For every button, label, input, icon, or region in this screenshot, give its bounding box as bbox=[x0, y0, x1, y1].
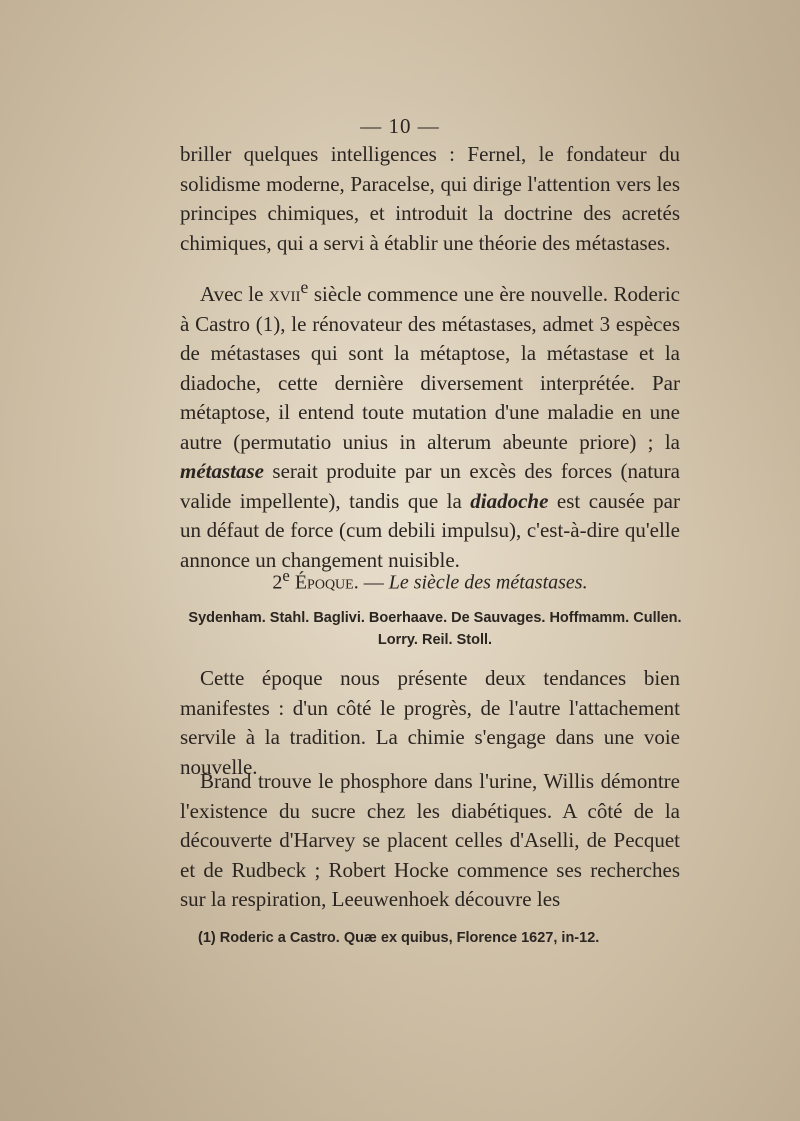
century-superscript: e bbox=[300, 277, 309, 297]
paragraph-1-text: briller quelques intelligences : Fernel, le fondateur du solidisme moderne, Paracelse, qui dirige l'attention vers les principes chimiques, et introduit la doctrine des acretés chimiques, qui a servi à établir une théorie des métastases. bbox=[180, 142, 680, 255]
authors-line-1: Sydenham. Stahl. Baglivi. Boerhaave. De Sauvages. Hoffmamm. Cullen. bbox=[188, 610, 682, 626]
paragraph-2 bbox=[180, 273, 680, 575]
paragraph-2-part4: est causée par un défaut de force (cum debili impulsu), c'est-à-dire qu'elle annonce un changement nuisible. bbox=[180, 488, 680, 572]
section-number-superscript: e bbox=[282, 566, 290, 585]
page-number: — 10 — bbox=[360, 114, 440, 138]
paragraph-2-text bbox=[180, 273, 680, 575]
paragraph-3-text: Cette époque nous présente deux tendances bien manifestes : d'un côté le progrès, de l'autre l'attachement servile à la tradition. La chimie s'engage dans une voie nouvelle. bbox=[180, 666, 680, 779]
paragraph-2-part1: Avec le bbox=[200, 282, 269, 306]
paragraph-2-part2: siècle commence une ère nouvelle. Roderic à Castro (1), le rénovateur des métastases, admet 3 espèces de métastases qui sont la métaptose, la métastase et la diadoche, cette dernière diversement interprétée. Par métaptose, il entend toute mutation d'une maladie en une autre (permutatio unius in alterum abeunte priore) ; la bbox=[180, 282, 681, 454]
paragraph-4 bbox=[180, 767, 680, 915]
section-number: 2 bbox=[272, 571, 283, 594]
section-heading bbox=[180, 566, 680, 595]
footnote: (1) Roderic a Castro. Quæ ex quibus, Florence 1627, in-12. bbox=[198, 930, 600, 946]
term-metastase: métastase bbox=[180, 459, 264, 483]
term-diadoche: diadoche bbox=[470, 488, 549, 513]
paragraph-4-text: Brand trouve le phosphore dans l'urine, Willis démontre l'existence du sucre chez les diabétiques. A côté de la découverte d'Harvey se placent celles d'Aselli, de Pecquet et de Rudbeck ; Robert Hocke commence ses recherches sur la respiration, Leeuwenhoek découvre les bbox=[180, 769, 680, 911]
paragraph-1 bbox=[180, 140, 680, 258]
authors-list bbox=[180, 607, 690, 651]
section-title: Le siècle des métastases. bbox=[388, 571, 588, 594]
section-dash: — bbox=[358, 571, 389, 594]
paragraph-2-part3: serait produite par un excès des forces (natura valide impellente), tandis que la bbox=[180, 459, 680, 513]
authors-line-2: Lorry. Reil. Stoll. bbox=[377, 632, 493, 648]
section-label: Époque. bbox=[294, 571, 359, 594]
paragraph-3 bbox=[180, 664, 680, 782]
century-numeral: xvii bbox=[268, 282, 301, 306]
